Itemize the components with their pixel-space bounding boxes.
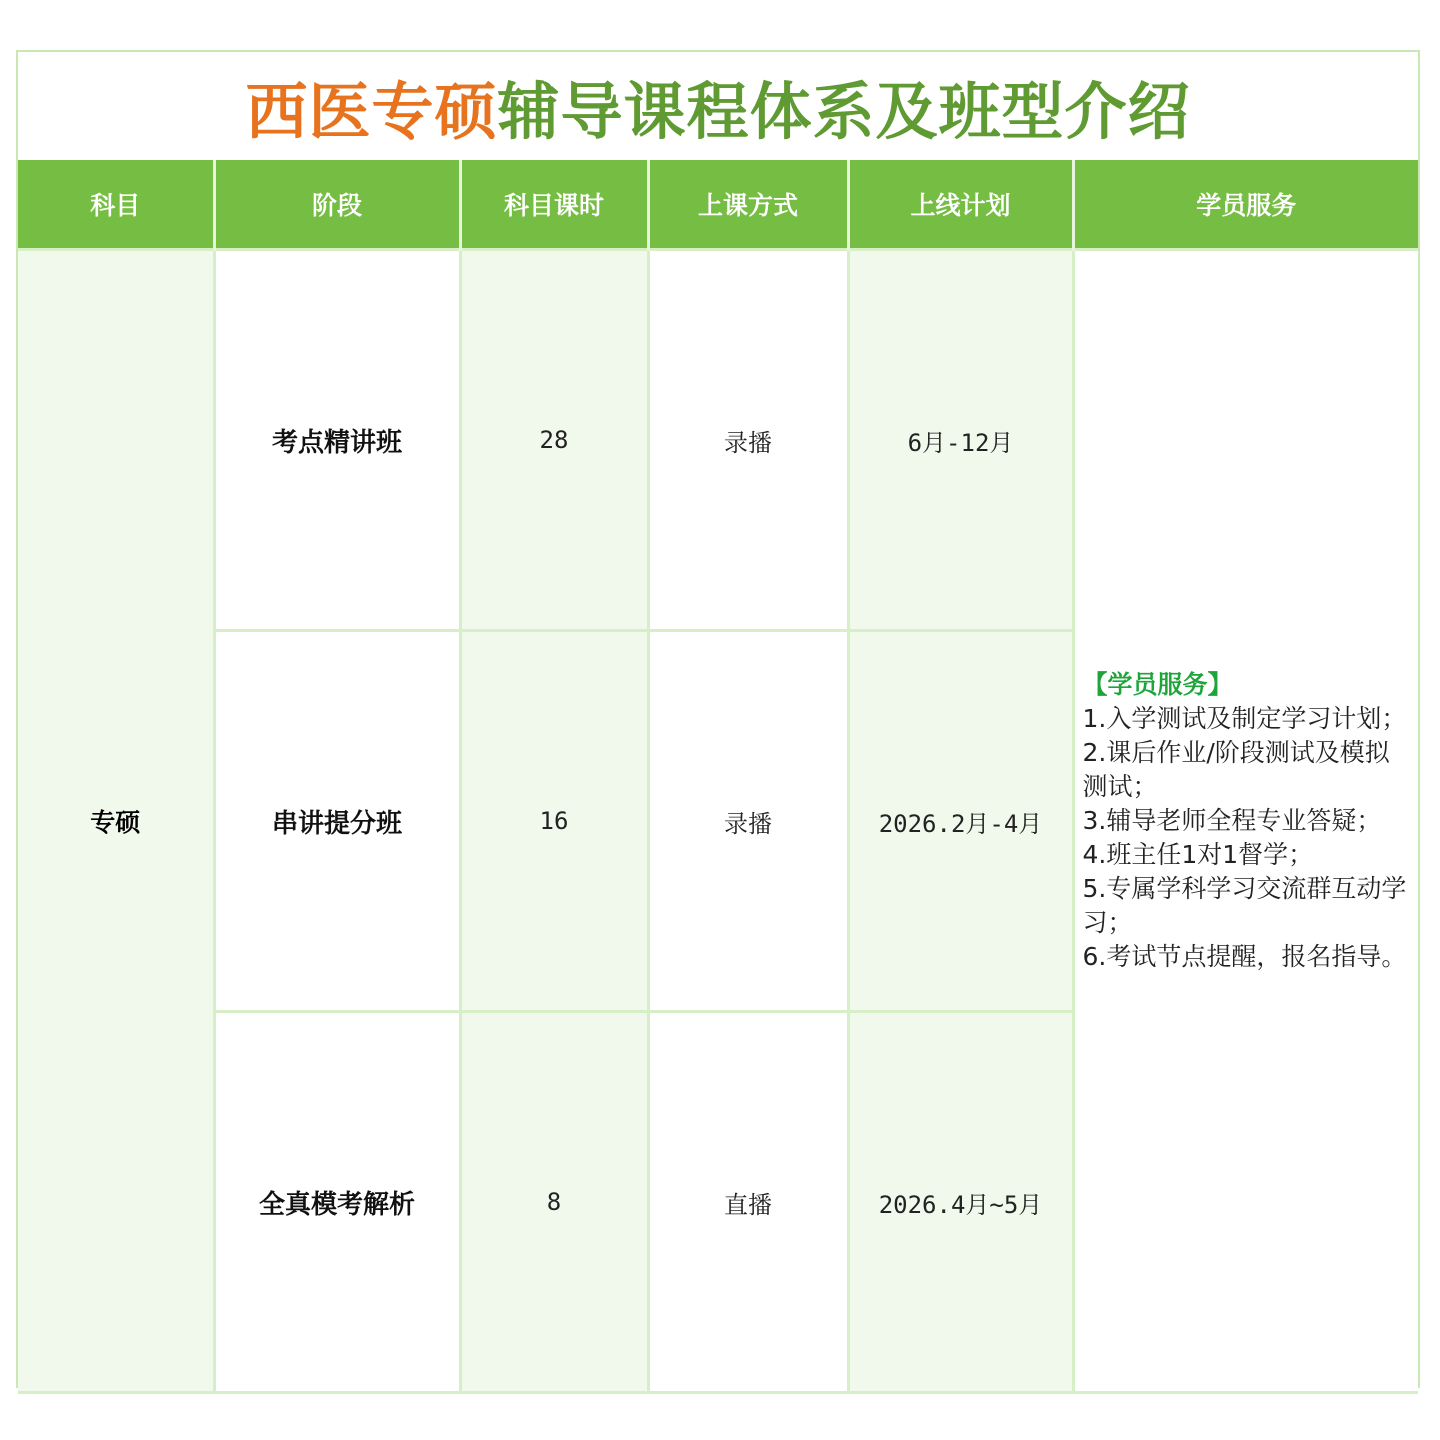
plan-cell: 2026.4月~5月	[848, 1012, 1073, 1393]
course-table-sheet	[16, 50, 1420, 1388]
mode-cell: 录播	[648, 631, 848, 1012]
header-subject: 科目	[18, 160, 214, 250]
header-plan: 上线计划	[848, 160, 1073, 250]
table-row	[18, 250, 1418, 631]
hours-cell: 16	[460, 631, 648, 1012]
mode-cell: 直播	[648, 1012, 848, 1393]
plan-cell: 6月-12月	[848, 250, 1073, 631]
stage-cell: 串讲提分班	[214, 631, 460, 1012]
course-table	[18, 160, 1418, 1394]
service-item: 4.班主任1对1督学；	[1082, 840, 1314, 869]
header-stage: 阶段	[214, 160, 460, 250]
service-item: 2.课后作业/阶段测试及模拟测试；	[1082, 738, 1390, 801]
plan-cell: 2026.2月-4月	[848, 631, 1073, 1012]
title-part-green: 辅导课程体系及班型介绍	[497, 74, 1191, 148]
stage-cell: 全真模考解析	[214, 1012, 460, 1393]
service-cell	[1073, 250, 1418, 1393]
service-heading: 【学员服务】	[1082, 670, 1233, 699]
header-service: 学员服务	[1073, 160, 1418, 250]
subject-cell: 专硕	[18, 250, 214, 1393]
mode-cell: 录播	[648, 250, 848, 631]
header-mode: 上课方式	[648, 160, 848, 250]
service-item: 5.专属学科学习交流群互动学习；	[1082, 874, 1407, 937]
hours-cell: 8	[460, 1012, 648, 1393]
title-part-orange: 西医专硕	[245, 74, 498, 148]
service-item: 1.入学测试及制定学习计划；	[1082, 704, 1407, 733]
service-item: 3.辅导老师全程专业答疑；	[1082, 806, 1382, 835]
service-item: 6.考试节点提醒，报名指导。	[1082, 942, 1407, 971]
page-title	[18, 52, 1418, 160]
stage-cell: 考点精讲班	[214, 250, 460, 631]
header-hours: 科目课时	[460, 160, 648, 250]
hours-cell: 28	[460, 250, 648, 631]
header-row	[18, 160, 1418, 250]
